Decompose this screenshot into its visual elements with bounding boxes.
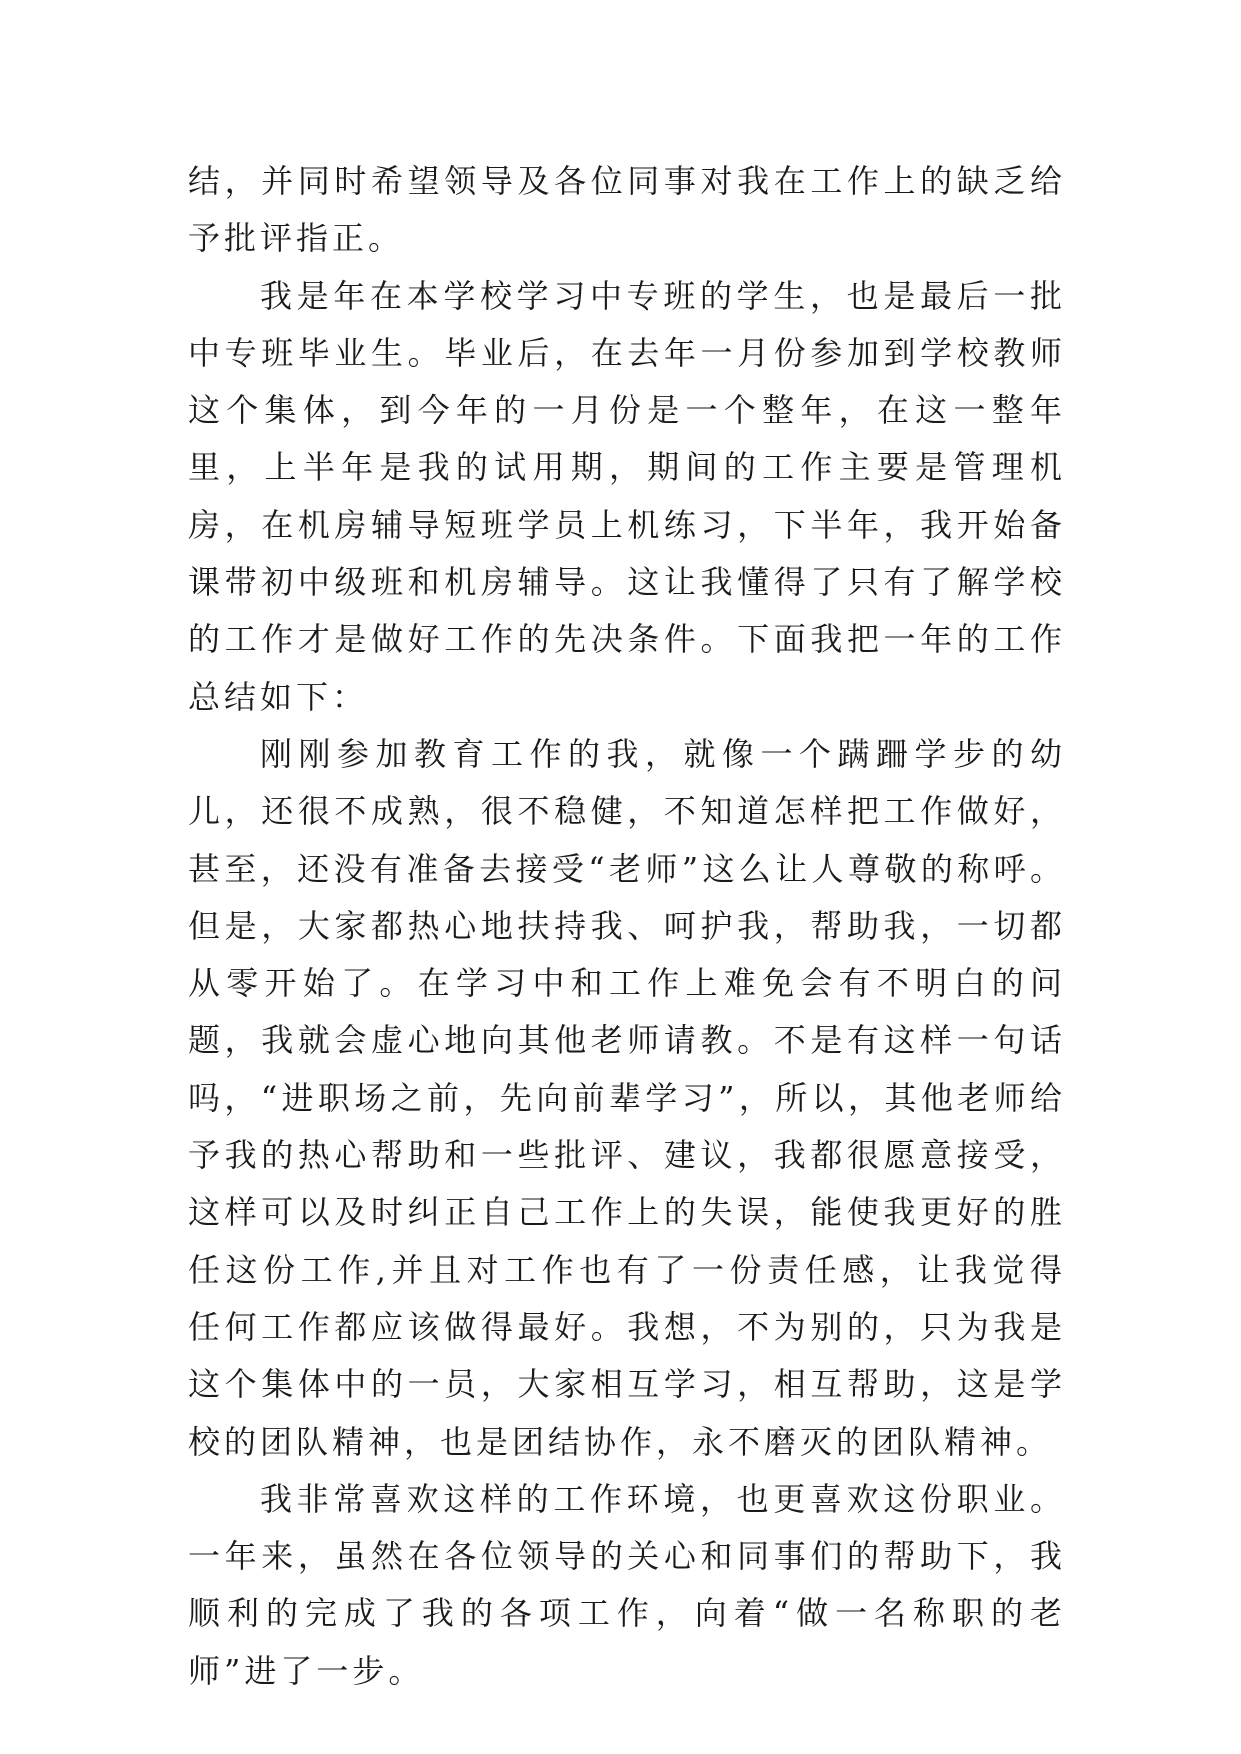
document-body [188, 153, 1066, 1700]
paragraph-4: 我非常喜欢这样的工作环境，也更喜欢这份职业。一年来，虽然在各位领导的关心和同事们的帮助下，我顺利的完成了我的各项工作，向着“做一名称职的老师”进了一步。 [188, 1479, 1066, 1690]
paragraph-1: 结，并同时希望领导及各位同事对我在工作上的缺乏给予批评指正。 [188, 162, 1066, 258]
paragraph-3: 刚刚参加教育工作的我，就像一个蹒跚学步的幼儿，还很不成熟，很不稳健，不知道怎样把工作做好，甚至，还没有准备去接受“老师”这么让人尊敬的称呼。但是，大家都热心地扶持我、呵护我，帮助我，一切都从零开始了。在学习中和工作上难免会有不明白的问题，我就会虚心地向其他老师请教。不是有这样一句话吗，“进职场之前，先向前辈学习”，所以，其他老师给予我的热心帮助和一些批评、建议，我都很愿意接受，这样可以及时纠正自己工作上的失误，能使我更好的胜任这份工作,并且对工作也有了一份责任感，让我觉得任何工作都应该做得最好。我想，不为别的，只为我是这个集体中的一员，大家相互学习，相互帮助，这是学校的团队精神，也是团结协作，永不磨灭的团队精神。 [188, 734, 1066, 1461]
paragraph-2: 我是年在本学校学习中专班的学生，也是最后一批中专班毕业生。毕业后，在去年一月份参加到学校教师这个集体，到今年的一月份是一个整年，在这一整年里，上半年是我的试用期，期间的工作主要是管理机房，在机房辅导短班学员上机练习，下半年，我开始备课带初中级班和机房辅导。这让我懂得了只有了解学校的工作才是做好工作的先决条件。下面我把一年的工作总结如下： [188, 276, 1066, 716]
